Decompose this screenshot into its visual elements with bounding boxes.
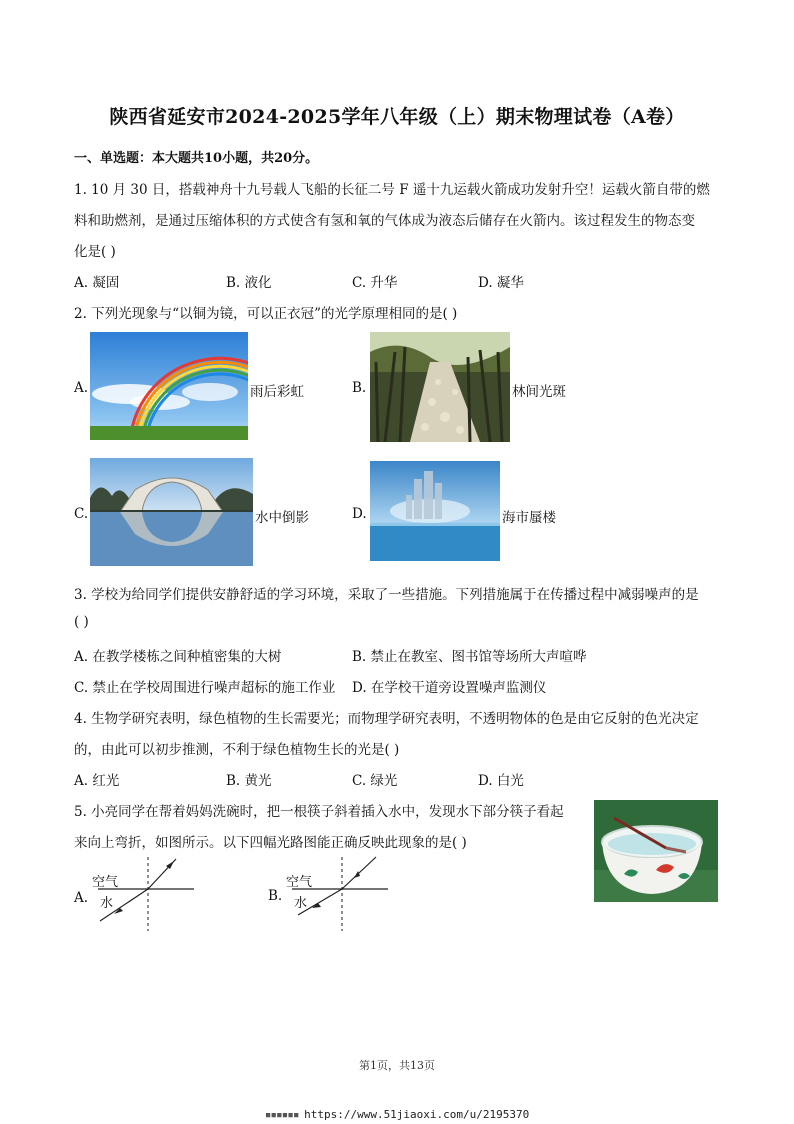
page-number: 第1页，共13页 <box>359 1059 435 1072</box>
mirage-photo <box>370 461 500 561</box>
q3-option-b: B. 禁止在教室、图书馆等场所大声喧哗 <box>352 649 587 665</box>
q5-diagram-a-letter: A. <box>74 890 89 906</box>
q2-option-a-letter: A. <box>74 380 89 396</box>
q5-diagram-b-water-label: 水 <box>294 896 308 911</box>
chopstick-bowl-photo <box>594 800 718 902</box>
q2-option-b-caption: 林间光斑 <box>512 384 566 400</box>
q1-line-3: 化是( ) <box>74 244 116 260</box>
bridge-reflection-photo <box>90 458 253 566</box>
q1-option-a: A. 凝固 <box>74 275 120 291</box>
q3-line-2: ( ) <box>74 614 89 630</box>
q4-option-d: D. 白光 <box>478 773 524 789</box>
q2-option-d-letter: D. <box>352 506 367 522</box>
q5-diagram-b-air-label: 空气 <box>286 875 313 890</box>
q4-option-b: B. 黄光 <box>226 773 272 789</box>
q5-line-1: 5. 小亮同学在帮着妈妈洗碗时，把一根筷子斜着插入水中，发现水下部分筷子看起 <box>74 804 564 820</box>
q1-option-d: D. 凝华 <box>478 275 524 291</box>
q2-option-c-letter: C. <box>74 506 89 522</box>
q1-option-c: C. 升华 <box>352 275 398 291</box>
q2-option-a-caption: 雨后彩虹 <box>250 384 304 400</box>
q3-option-d: D. 在学校干道旁设置噪声监测仪 <box>352 680 547 696</box>
q3-option-a: A. 在教学楼栋之间种植密集的大树 <box>74 649 282 665</box>
q3-line-1: 3. 学校为给同学们提供安静舒适的学习环境，采取了一些措施。下列措施属于在传播过程中减弱噪声的是 <box>74 587 699 603</box>
rainbow-photo <box>90 332 248 440</box>
q4-line-1: 4. 生物学研究表明，绿色植物的生长需要光；而物理学研究表明，不透明物体的色是由它反射的色光决定 <box>74 711 699 727</box>
q2-option-c-caption: 水中倒影 <box>255 510 309 526</box>
q2-option-b-letter: B. <box>352 380 367 396</box>
q5-line-2: 来向上弯折，如图所示。以下四幅光路图能正确反映此现象的是( ) <box>74 835 467 851</box>
q2-option-d-caption: 海市蜃楼 <box>502 510 556 526</box>
watermark-url-text: https://www.51jiaoxi.com/u/2195370 <box>304 1108 530 1121</box>
q4-line-2: 的，由此可以初步推测，不利于绿色植物生长的光是( ) <box>74 742 400 758</box>
q1-line-2: 料和助燃剂，是通过压缩体积的方式使含有氢和氧的气体成为液态后储存在火箭内。该过程发生的物态变 <box>74 213 695 229</box>
watermark-url[interactable] <box>0 1108 794 1121</box>
q5-diagram-b-letter: B. <box>268 888 283 904</box>
ray-diagram-a <box>90 855 200 933</box>
ray-diagram-b <box>284 855 394 933</box>
page-title: 陕西省延安市2024-2025学年八年级（上）期末物理试卷（A卷） <box>109 106 685 128</box>
q4-option-c: C. 绿光 <box>352 773 398 789</box>
q5-diagram-a-water-label: 水 <box>100 896 114 911</box>
q5-diagram-a-air-label: 空气 <box>92 875 119 890</box>
watermark-logo-icon: ▪▪▪▪▪▪ <box>264 1108 305 1121</box>
q1-line-1: 1. 10 月 30 日，搭载神舟十九号载人飞船的长征二号 F 遥十九运载火箭成功发射升空！运载火箭自带的燃 <box>74 182 710 198</box>
section-heading: 一、单选题：本大题共10小题，共20分。 <box>74 151 319 166</box>
q4-option-a: A. 红光 <box>74 773 120 789</box>
q1-option-b: B. 液化 <box>226 275 272 291</box>
q3-option-c: C. 禁止在学校周围进行噪声超标的施工作业 <box>74 680 336 696</box>
q2-stem: 2. 下列光现象与“以铜为镜，可以正衣冠”的光学原理相同的是( ) <box>74 306 458 322</box>
forest-light-spots-photo <box>370 332 510 442</box>
